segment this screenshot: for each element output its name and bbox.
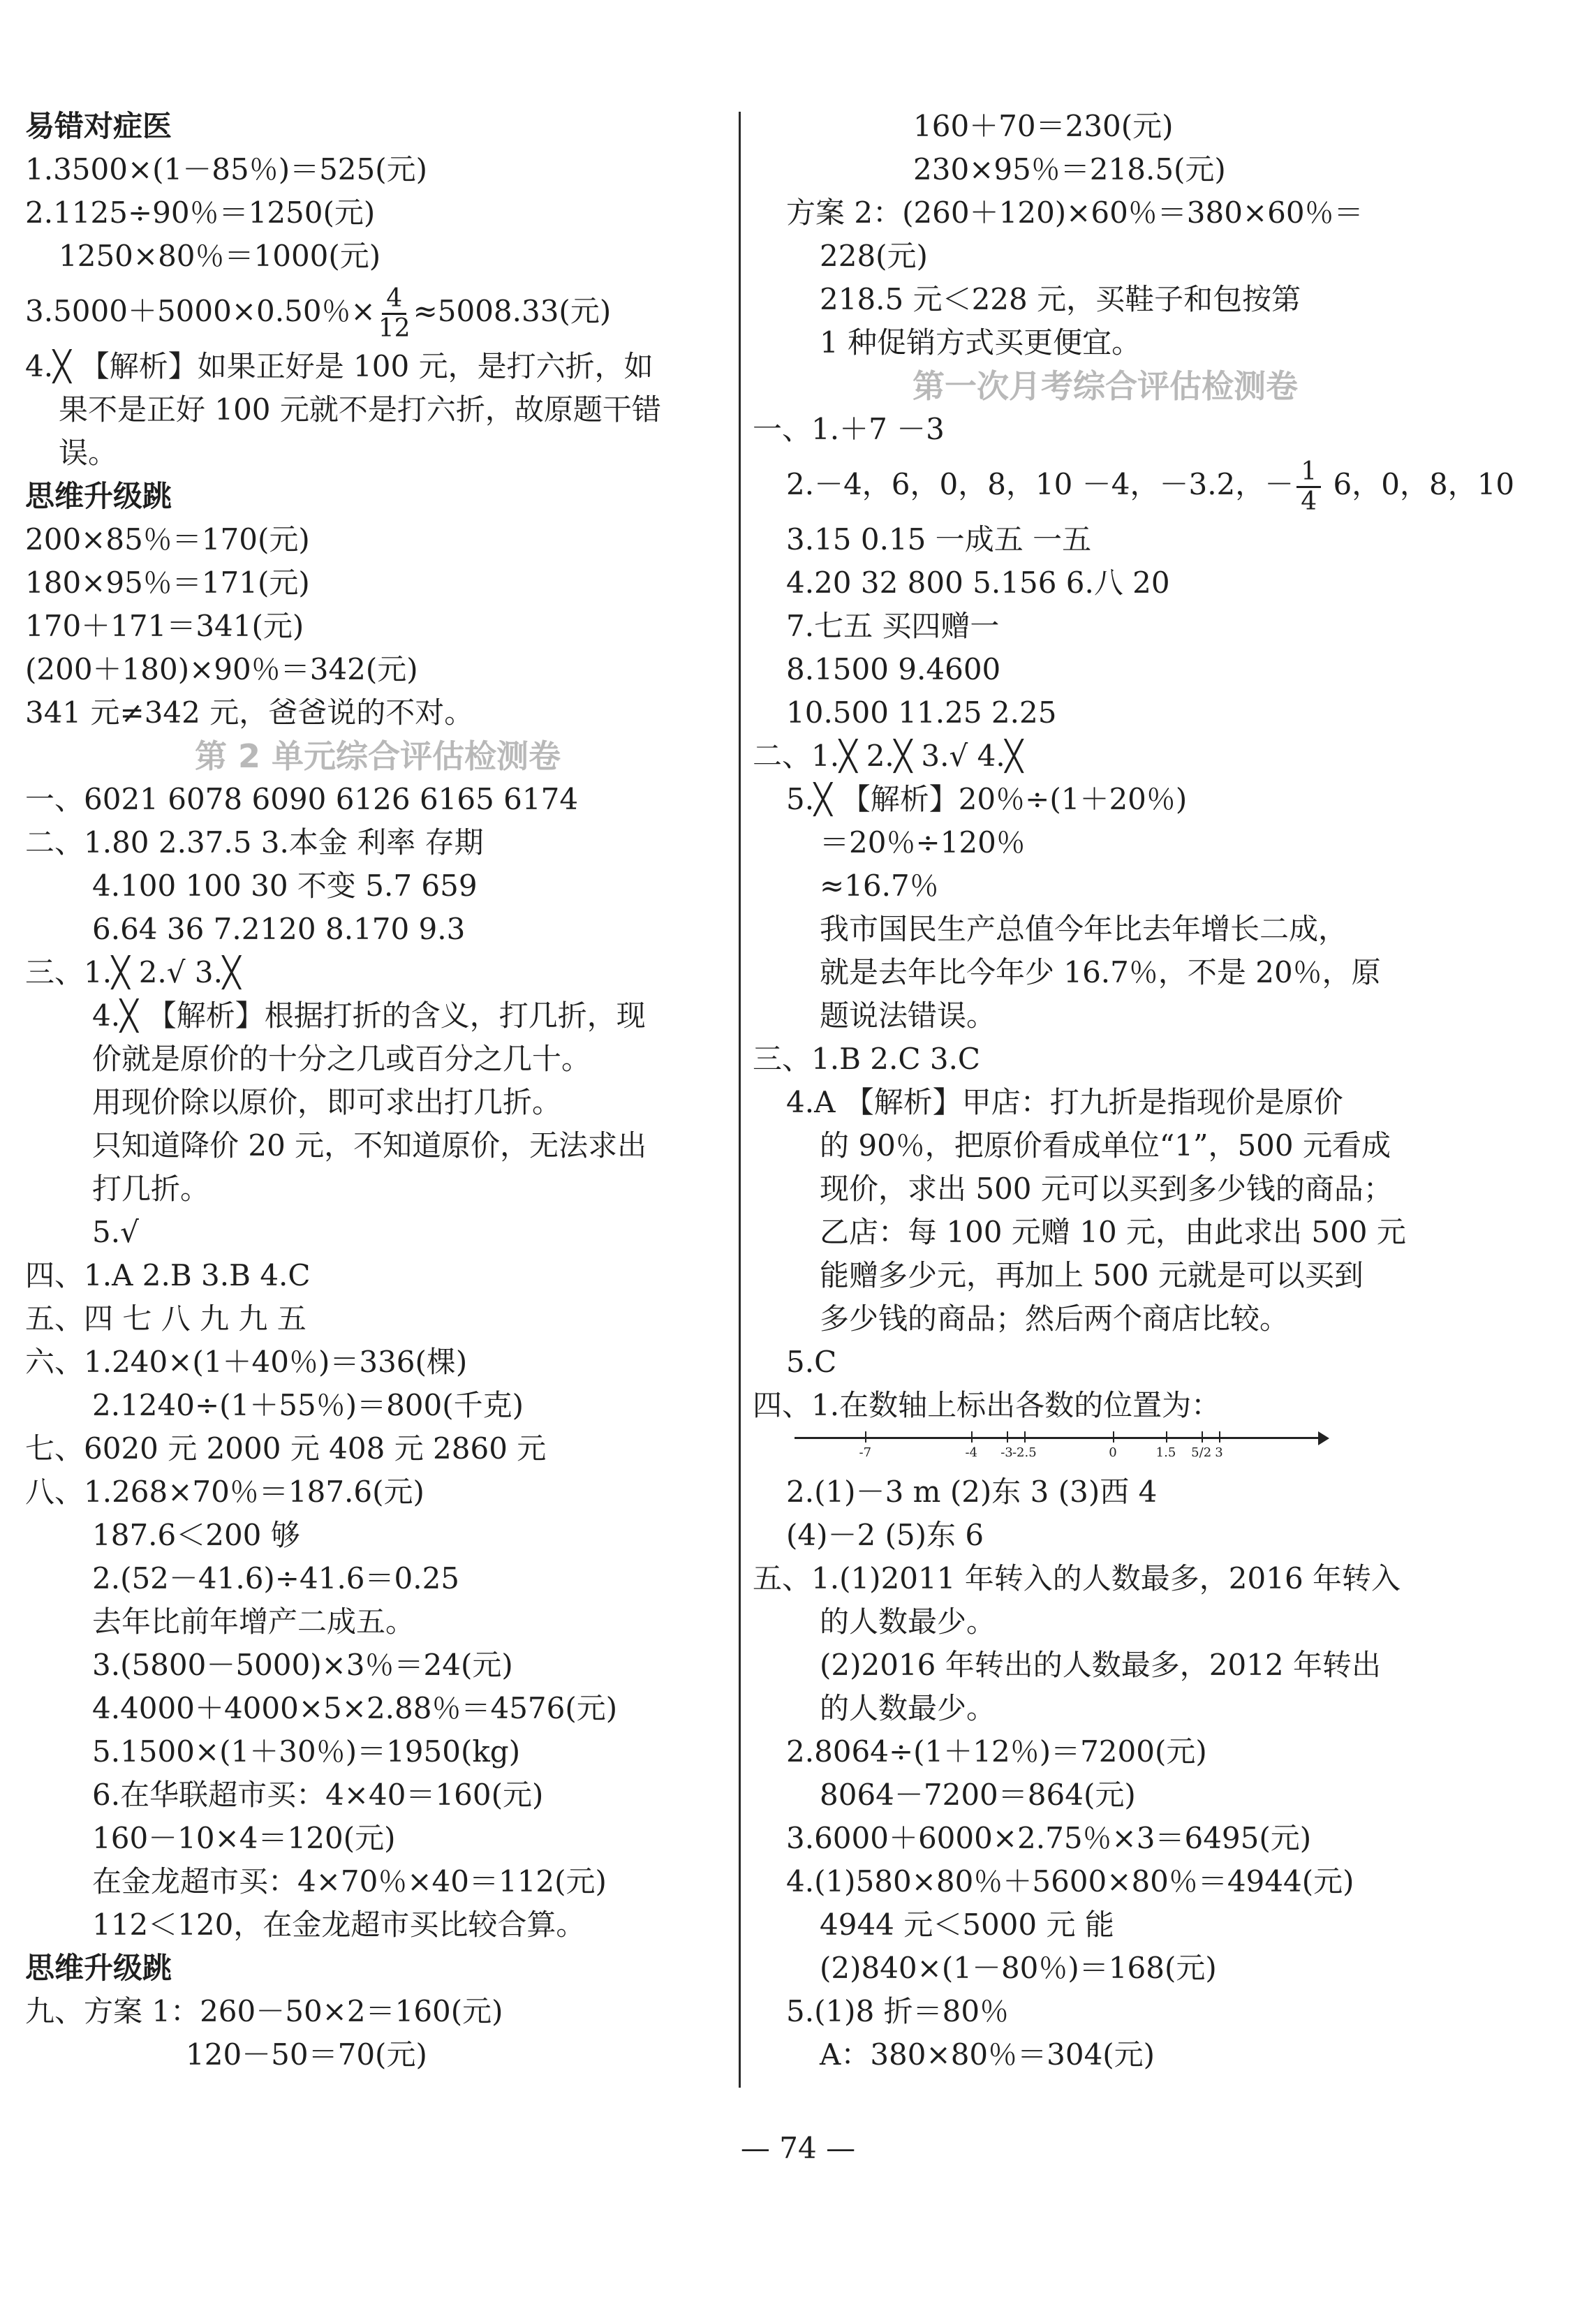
answer-line: 180×95％＝171(元) [25,566,310,600]
numerator: 4 [382,285,406,315]
answer-line: 2.8064÷(1＋12％)＝7200(元) [786,1734,1207,1769]
answer-line: 一、6021 6078 6090 6126 6165 6174 [25,782,579,816]
number-line-label: 0 [1109,1445,1117,1460]
answer-line: 5.√ [92,1215,139,1249]
answer-line: 112＜120，在金龙超市买比较合算。 [92,1908,586,1942]
number-line-tick [865,1431,866,1443]
answer-line: 3.6000＋6000×2.75％×3＝6495(元) [786,1821,1312,1855]
answer-line: 228(元) [820,239,928,273]
answer-line: 6.在华联超市买：4×40＝160(元) [92,1778,544,1812]
page-number: — 74 — [740,2131,856,2165]
answer-line: (200＋180)×90％＝342(元) [25,652,418,686]
answer-line: 的 90％，把原价看成单位“1”，500 元看成 [820,1128,1391,1163]
number-line-tick [1219,1431,1220,1443]
number-line-tick [1202,1431,1203,1443]
section-header: 思维升级跳 [25,479,172,513]
answer-line: 八、1.268×70％＝187.6(元) [25,1475,424,1509]
answer-line: 四、1.在数轴上标出各数的位置为： [753,1388,1221,1422]
answer-line: 2.(52－41.6)÷41.6＝0.25 [92,1561,460,1595]
answer-line: 7.七五 买四赠一 [786,609,1000,643]
answer-line: 4.100 100 30 不变 5.7 659 [92,869,478,903]
answer-line: 的人数最少。 [820,1605,996,1639]
answer-line: 230×95％＝218.5(元) [913,152,1226,186]
unit-title: 第 2 单元综合评估检测卷 [194,737,561,775]
answer-line: ＝20％÷120％ [820,825,1026,860]
answer-line: 一、1.＋7 －3 [753,412,945,446]
number-line-label: 5/2 [1191,1445,1212,1460]
answer-line: 的人数最少。 [820,1691,996,1725]
column-divider [739,112,741,2088]
numerator: 1 [1296,458,1321,488]
answer-line: 3.(5800－5000)×3％＝24(元) [92,1648,513,1682]
answer-line: 2.(1)－3 m (2)东 3 (3)西 4 [786,1475,1158,1509]
right-column [753,105,1515,2076]
number-line [795,1427,1325,1470]
answer-line: 误。 [59,436,118,470]
answer-line: 现价，求出 500 元可以买到多少钱的商品； [820,1172,1393,1206]
answer-line: 4.4000＋4000×5×2.88％＝4576(元) [92,1691,618,1725]
answer-line: 1 种促销方式买更便宜。 [820,325,1141,360]
answer-line: 三、1.╳ 2.√ 3.╳ [25,955,241,989]
answer-line: 只知道降价 20 元，不知道原价，无法求出 [92,1128,647,1163]
answer-line: 120－50＝70(元) [186,2037,427,2072]
answer-line: 2.1125÷90％＝1250(元) [25,196,376,230]
answer-line: (2)840×(1－80％)＝168(元) [820,1951,1217,1985]
answer-line: 价就是原价的十分之几或百分之几十。 [92,1042,591,1076]
answer-line: 七、6020 元 2000 元 408 元 2860 元 [25,1431,547,1466]
number-line-label: -3 [1000,1445,1013,1460]
answer-line: 4944 元＜5000 元 能 [820,1908,1114,1942]
answer-line: 方案 2：(260＋120)×60％＝380×60％＝ [786,196,1364,230]
answer-line: 去年比前年增产二成五。 [92,1605,415,1639]
left-column [25,105,730,2076]
answer-line: 二、1.╳ 2.╳ 3.√ 4.╳ [753,739,1023,773]
exam-title: 第一次月考综合评估检测卷 [912,367,1298,405]
answer-line-fraction [25,278,730,345]
text: ≈5008.33(元) [413,294,612,328]
answer-line: 能赠多少元，再加上 500 元就是可以买到 [820,1258,1364,1292]
answer-line: 341 元≠342 元，爸爸说的不对。 [25,695,474,730]
answer-line: 1250×80％＝1000(元) [59,239,381,273]
number-line-axis [795,1437,1325,1439]
number-line-tick [1007,1431,1008,1443]
section-header: 思维升级跳 [25,1951,172,1985]
answer-line: 1.3500×(1－85％)＝525(元) [25,152,428,186]
answer-line: 多少钱的商品；然后两个商店比较。 [820,1301,1290,1336]
answer-line: 4.20 32 800 5.156 6.八 20 [786,566,1170,600]
answer-line: 乙店：每 100 元赠 10 元，由此求出 500 元 [820,1215,1406,1249]
answer-line: 5.╳ 【解析】20％÷(1＋20％) [786,782,1188,816]
fraction [378,285,411,343]
answer-line: 170＋171＝341(元) [25,609,304,643]
answer-line: 10.500 11.25 2.25 [786,695,1057,730]
answer-line: 4.A 【解析】甲店：打九折是指现价是原价 [786,1085,1343,1119]
answer-line: 187.6＜200 够 [92,1518,300,1552]
answer-line: 4.╳ 【解析】根据打折的含义，打几折，现 [92,998,646,1033]
number-line-label: -2.5 [1012,1445,1037,1460]
answer-line: 4.╳ 【解析】如果正好是 100 元，是打六折，如 [25,349,653,383]
answer-line: 200×85％＝170(元) [25,522,310,556]
answer-line: 5.C [786,1345,837,1379]
answer-line: 5.(1)8 折＝80％ [786,1994,1010,2028]
answer-line: 218.5 元＜228 元，买鞋子和包按第 [820,282,1301,316]
section-header: 易错对症医 [25,109,172,143]
number-line-tick [971,1431,973,1443]
answer-line: (2)2016 年转出的人数最多，2012 年转出 [820,1648,1381,1682]
number-line-label: 3 [1215,1445,1223,1460]
answer-line: 我市国民生产总值今年比去年增长二成， [820,912,1348,946]
answer-line: 题说法错误。 [820,998,996,1033]
answer-line: 四、1.A 2.B 3.B 4.C [25,1258,311,1292]
answer-line: 8064－7200＝864(元) [820,1778,1136,1812]
answer-line: 在金龙超市买：4×70％×40＝112(元) [92,1864,607,1898]
answer-line: 5.1500×(1＋30％)＝1950(kg) [92,1734,521,1769]
answer-line: 8.1500 9.4600 [786,652,1001,686]
number-line-tick [1113,1431,1114,1443]
number-line-label: -4 [965,1445,978,1460]
answer-line: 160＋70＝230(元) [913,109,1174,143]
text: 3.5000＋5000×0.50％× [25,294,376,328]
answer-line: (4)－2 (5)东 6 [786,1518,984,1552]
answer-line: A：380×80％＝304(元) [820,2037,1155,2072]
answer-line: 三、1.B 2.C 3.C [753,1042,981,1076]
answer-line: 2.1240÷(1＋55％)＝800(千克) [92,1388,524,1422]
denominator: 4 [1301,487,1317,516]
answer-line: 二、1.80 2.37.5 3.本金 利率 存期 [25,825,484,860]
number-line-tick [1166,1431,1167,1443]
answer-line: 五、四 七 八 九 九 五 [25,1301,306,1336]
answer-line: 九、方案 1：260－50×2＝160(元) [25,1994,503,2028]
answer-line: 4.(1)580×80％＋5600×80％＝4944(元) [786,1864,1354,1898]
number-line-arrow [1318,1431,1329,1445]
text: 2.－4，6，0，8，10 －4，－3.2，－ [786,467,1294,501]
answer-line: 6.64 36 7.2120 8.170 9.3 [92,912,466,946]
answer-line: 就是去年比今年少 16.7％，不是 20％，原 [820,955,1381,989]
text: 6，0，8，10 [1324,467,1515,501]
answer-line: 果不是正好 100 元就不是打六折，故原题干错 [59,392,661,427]
answer-line-fraction [753,451,1515,518]
number-line-label: 1.5 [1155,1445,1176,1460]
number-line-label: -7 [859,1445,872,1460]
answer-line: 打几折。 [92,1172,210,1206]
fraction [1296,458,1321,516]
number-line-tick [1024,1431,1026,1443]
answer-line: 六、1.240×(1＋40％)＝336(棵) [25,1345,468,1379]
answer-line: 五、1.(1)2011 年转入的人数最多，2016 年转入 [753,1561,1401,1595]
answer-line: 用现价除以原价，即可求出打几折。 [92,1085,562,1119]
answer-line: ≈16.7％ [820,869,939,903]
answer-line: 3.15 0.15 一成五 一五 [786,522,1092,556]
denominator: 12 [378,313,411,343]
answer-line: 160－10×4＝120(元) [92,1821,396,1855]
